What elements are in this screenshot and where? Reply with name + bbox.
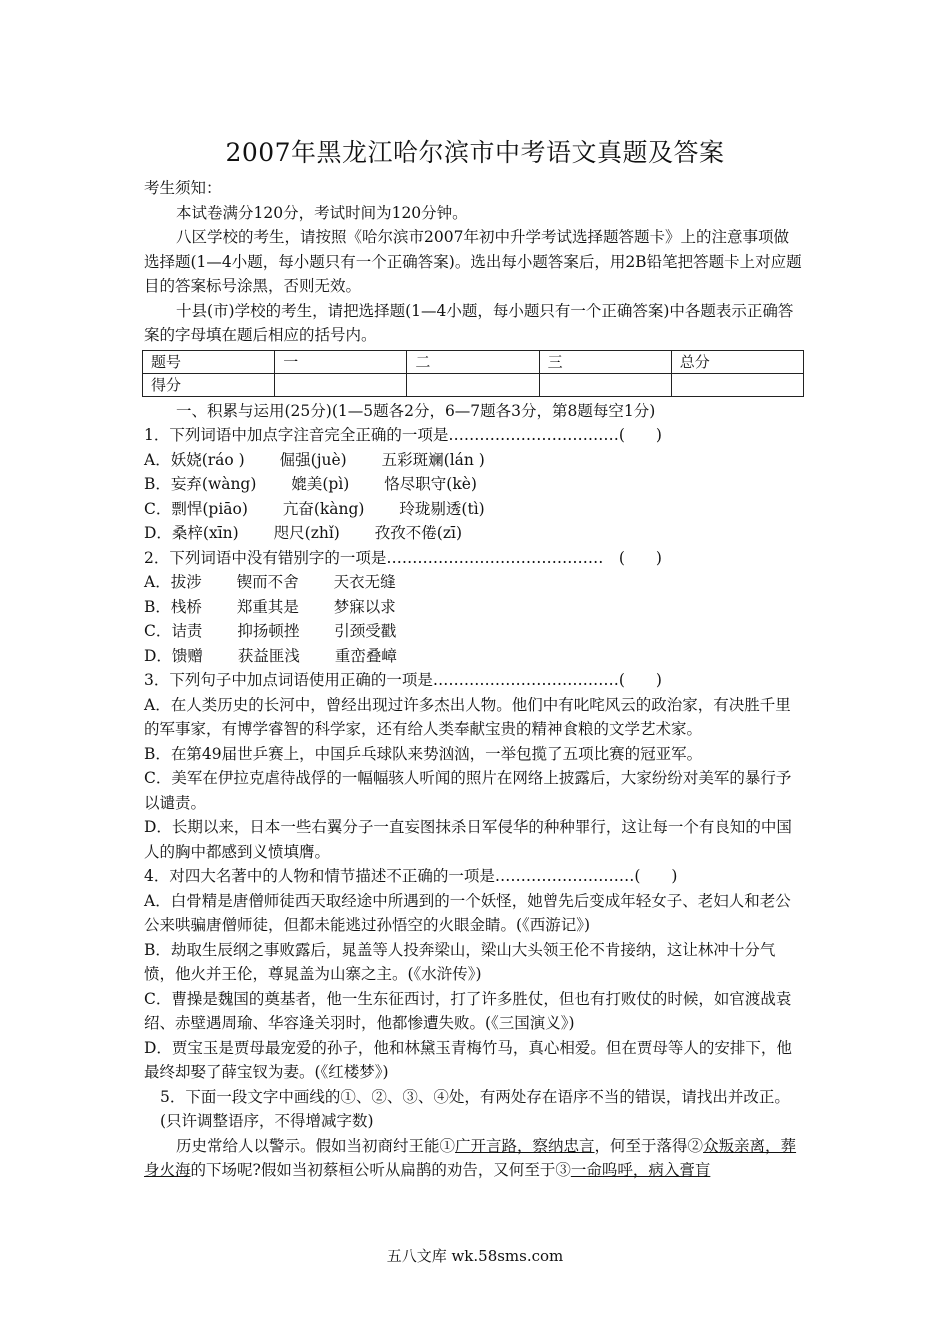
question-1-option-c	[144, 497, 804, 522]
question-2-option-d	[144, 644, 804, 669]
question-4-option-d: D．贾宝玉是贾母最宠爱的孙子，他和林黛玉青梅竹马，真心相爱。但在贾母等人的安排下，他最终却娶了薛宝钗为妻。(《红楼梦》)	[144, 1038, 792, 1081]
question-4-option-c: C．曹操是魏国的奠基者，他一生东征西讨，打了许多胜仗，但也有打败仗的时候，如官渡战袁绍、赤壁遇周瑜、华容逢关羽时，他都惨遭失败。(《三国演义》)	[144, 989, 792, 1032]
option-term: 恪尽职守(kè)	[384, 475, 477, 493]
option-term: 梦寐以求	[333, 597, 396, 616]
question-1-option-d	[144, 521, 804, 546]
question-2-option-a	[144, 570, 804, 595]
question-3-option-d: D．长期以来，日本一些右翼分子一直妄图抹杀日军侵华的种种罪行，这让每一个有良知的中国人的胸中都感到义愤填膺。	[144, 818, 792, 861]
question-2-stem: 2．下列词语中没有错别字的一项是…………………………………… ( )	[144, 548, 662, 567]
question-5-stem: 5．下面一段文字中画线的①、②、③、④处，有两处存在语序不当的错误，请找出并改正。(只许调整语序，不得增减字数)	[160, 1087, 790, 1130]
question-1-option-a	[144, 448, 804, 473]
table-cell: 题号	[143, 350, 275, 373]
table-cell	[671, 373, 803, 396]
option-term: 五彩斑斓(lán )	[381, 450, 485, 469]
option-term: 媲美(pì)	[291, 475, 350, 493]
notice-paragraph-2: 八区学校的考生，请按照《哈尔滨市2007年初中升学考试选择题答题卡》上的注意事项做选择题(1—4小题，每小题只有一个正确答案)。选出每小题答案后，用2B铅笔把答题卡上对应题目的答案标号涂黑，否则无效。	[144, 228, 802, 295]
question-4-option-b: B．劫取生辰纲之事败露后，晁盖等人投奔梁山，梁山大头领王伦不肯接纳，这让林冲十分气愤，他火并王伦，尊晁盖为山寨之主。(《水浒传》)	[144, 940, 776, 983]
option-term: B．妄弃(wàng)	[144, 475, 257, 493]
option-term: D．桑梓(xīn)	[144, 524, 239, 542]
underlined-phrase-1: 广开言路，察纳忠言	[455, 1136, 595, 1155]
passage-text: 的下场呢?假如当初蔡桓公听从扁鹊的劝告，又何至于③	[190, 1161, 571, 1179]
passage-text: ，何至于落得②	[594, 1136, 704, 1155]
score-table-score-row	[143, 373, 804, 396]
option-term: A．拔涉	[144, 573, 202, 591]
option-term: 咫尺(zhǐ)	[273, 524, 340, 542]
passage-text: 历史常给人以警示。假如当初商纣王能①	[176, 1136, 456, 1155]
question-4-stem: 4．对四大名著中的人物和情节描述不正确的一项是………………………( )	[144, 867, 678, 885]
question-2-option-c	[144, 619, 804, 644]
option-term: C．诘责	[144, 622, 203, 640]
question-3-option-c: C．美军在伊拉克虐待战俘的一幅幅骇人听闻的照片在网络上披露后，大家纷纷对美军的暴行予以谴责。	[144, 769, 792, 812]
question-5-passage	[144, 1134, 804, 1183]
option-term: 玲珑剔透(tì)	[399, 499, 485, 518]
table-cell: 二	[407, 350, 539, 373]
table-cell: 总分	[671, 350, 803, 373]
question-4-option-a: A．白骨精是唐僧师徒西天取经途中所遇到的一个妖怪，她曾先后变成年轻女子、老妇人和老公公来哄骗唐僧师徒，但都未能逃过孙悟空的火眼金睛。(《西游记》)	[144, 891, 791, 934]
option-term: A．妖娆(ráo )	[144, 450, 245, 469]
table-cell: 三	[539, 350, 671, 373]
option-term: B．栈桥	[144, 597, 202, 616]
option-term: 引颈受戳	[334, 622, 397, 640]
underlined-phrase-3: 一命呜呼，病入膏肓	[570, 1161, 711, 1179]
option-term: 郑重其是	[236, 597, 299, 616]
table-cell: 一	[275, 350, 407, 373]
table-cell	[275, 373, 407, 396]
question-2-option-b	[144, 595, 804, 620]
option-term: 亢奋(kàng)	[282, 499, 365, 518]
underlined-phrase-2: 众叛亲离，葬身火海	[144, 1136, 797, 1179]
option-term: 锲而不舍	[236, 573, 299, 591]
option-term: 孜孜不倦(zī)	[374, 524, 462, 542]
document-body	[144, 176, 804, 1183]
option-term: 倔强(juè)	[279, 450, 347, 469]
option-term: 抑扬顿挫	[237, 622, 300, 640]
notice-paragraph-3: 十县(市)学校的考生，请把选择题(1—4小题，每小题只有一个正确答案)中各题表示正确答案的字母填在题后相应的括号内。	[144, 301, 794, 344]
question-1-stem: 1．下列词语中加点字注音完全正确的一项是……………………………( )	[144, 426, 662, 444]
option-term: 重峦叠嶂	[334, 646, 397, 665]
table-cell	[407, 373, 539, 396]
section-heading: 一、积累与运用(25分)(1—5题各2分，6—7题各3分，第8题每空1分)	[176, 401, 656, 420]
option-term: D．馈赠	[144, 646, 203, 665]
score-table-header-row	[143, 350, 804, 373]
question-1-option-b	[144, 472, 804, 497]
score-table	[142, 350, 804, 397]
option-term: C．剽悍(piāo)	[144, 499, 248, 518]
question-3-option-a: A．在人类历史的长河中，曾经出现过许多杰出人物。他们中有叱咤风云的政治家，有决胜千里的军事家，有博学睿智的科学家，还有给人类奉献宝贵的精神食粮的文学艺术家。	[144, 695, 791, 738]
notice-paragraph-1: 本试卷满分120分，考试时间为120分钟。	[176, 203, 468, 222]
footer-watermark: 五八文库 wk.58sms.com	[386, 1247, 564, 1265]
question-3-stem: 3．下列句子中加点词语使用正确的一项是………………………………( )	[144, 671, 662, 689]
page-title: 2007年黑龙江哈尔滨市中考语文真题及答案	[225, 138, 725, 167]
notice-heading: 考生须知：	[144, 179, 222, 197]
table-cell	[539, 373, 671, 396]
option-term: 天衣无缝	[333, 573, 396, 591]
option-term: 获益匪浅	[237, 646, 300, 665]
question-3-option-b: B．在第49届世乒赛上，中国乒乓球队来势汹汹，一举包揽了五项比赛的冠亚军。	[144, 744, 703, 763]
table-cell: 得分	[143, 373, 275, 396]
